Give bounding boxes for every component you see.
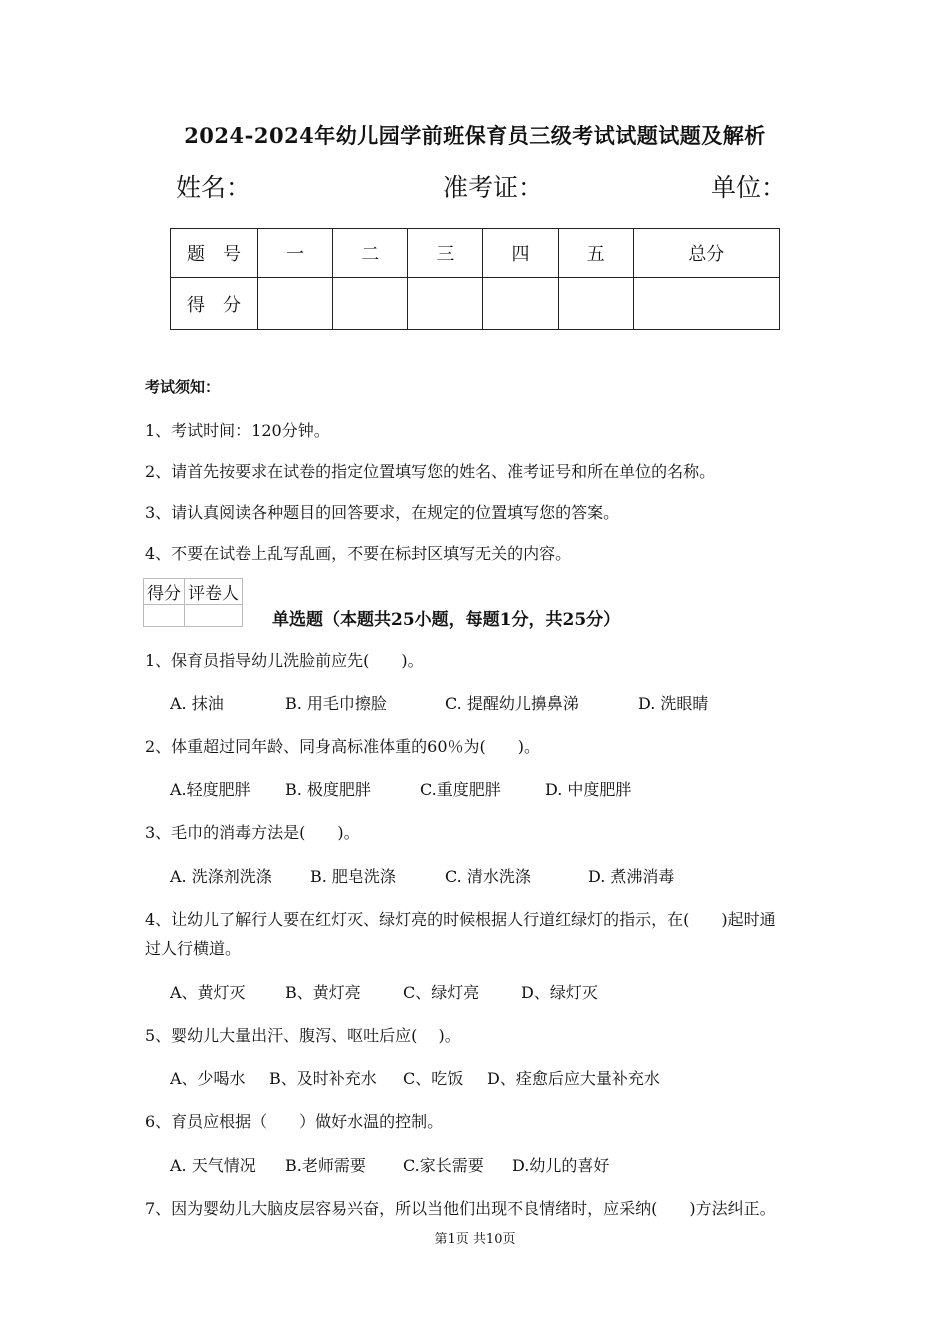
notice-heading: 考试须知：	[145, 378, 221, 396]
notice-item: 4、不要在试卷上乱写乱画，不要在标封区填写无关的内容。	[145, 544, 572, 563]
question-option[interactable]: C. 提醒幼儿擤鼻涕	[445, 694, 579, 713]
score-header-total: 总分	[633, 229, 779, 278]
grader-score-cell[interactable]	[144, 605, 185, 627]
score-cell-5[interactable]	[558, 278, 633, 330]
score-header-4: 四	[483, 229, 558, 278]
document-title: 2024-2024年幼儿园学前班保育员三级考试试题试题及解析	[184, 123, 766, 148]
question-stem: 5、婴幼儿大量出汗、腹泻、呕吐后应( )。	[145, 1026, 461, 1045]
question-option[interactable]: A、黄灯灭	[170, 983, 246, 1002]
score-row-label: 得 分	[171, 278, 258, 330]
question-option[interactable]: C、绿灯亮	[403, 983, 480, 1002]
score-header-1: 一	[258, 229, 333, 278]
section-title: 单选题（本题共25小题，每题1分，共25分）	[272, 610, 621, 630]
question-option[interactable]: A.轻度肥胖	[170, 780, 251, 799]
question-option[interactable]: B、黄灯亮	[285, 983, 361, 1002]
notice-item: 3、请认真阅读各种题目的回答要求，在规定的位置填写您的答案。	[145, 503, 620, 522]
question-option[interactable]: B、及时补充水	[269, 1069, 377, 1088]
question-option[interactable]: C.家长需要	[403, 1156, 484, 1175]
question-option[interactable]: A. 抹油	[170, 694, 224, 713]
question-stem: 1、保育员指导幼儿洗脸前应先( )。	[145, 651, 424, 670]
question-stem: 2、体重超过同年龄、同身高标准体重的60％为( )。	[145, 737, 541, 756]
score-header-3: 三	[408, 229, 483, 278]
question-stem: 4、让幼儿了解行人要在红灯灭、绿灯亮的时候根据人行道红绿灯的指示，在( )起时通	[145, 910, 776, 929]
score-cell-3[interactable]	[408, 278, 483, 330]
question-option[interactable]: B. 用毛巾擦脸	[285, 694, 387, 713]
unit-field-label: 单位：	[711, 173, 787, 202]
question-option[interactable]: A. 洗涤剂洗涤	[170, 867, 272, 886]
grader-score-label: 得分	[144, 579, 185, 605]
question-option[interactable]: D、绿灯灭	[521, 983, 598, 1002]
score-table-score-row	[171, 278, 780, 330]
question-option[interactable]: C.重度肥胖	[420, 780, 501, 799]
notice-item: 2、请首先按要求在试卷的指定位置填写您的姓名、准考证号和所在单位的名称。	[145, 462, 716, 481]
score-cell-1[interactable]	[258, 278, 333, 330]
question-option[interactable]: A. 天气情况	[170, 1156, 256, 1175]
score-table-header-row	[171, 229, 780, 278]
score-cell-2[interactable]	[333, 278, 408, 330]
question-stem-continuation: 过人行横道。	[145, 939, 242, 958]
grader-reviewer-label: 评卷人	[185, 579, 243, 605]
ticket-field-label: 准考证：	[443, 173, 544, 202]
question-option[interactable]: C、吃饭	[403, 1069, 464, 1088]
page-footer: 第1页 共10页	[434, 1232, 516, 1247]
score-header-5: 五	[558, 229, 633, 278]
question-option[interactable]: B.老师需要	[285, 1156, 366, 1175]
question-option[interactable]: B. 极度肥胖	[285, 780, 371, 799]
grader-reviewer-cell[interactable]	[185, 605, 243, 627]
score-cell-total[interactable]	[633, 278, 779, 330]
notice-item: 1、考试时间：120分钟。	[145, 421, 330, 440]
question-option[interactable]: D. 中度肥胖	[545, 780, 632, 799]
grader-table	[143, 578, 243, 627]
question-stem: 7、因为婴幼儿大脑皮层容易兴奋，所以当他们出现不良情绪时，应采纳( )方法纠正。	[145, 1199, 776, 1218]
question-option[interactable]: D、痊愈后应大量补充水	[487, 1069, 660, 1088]
question-option[interactable]: B. 肥皂洗涤	[310, 867, 396, 886]
question-option[interactable]: C. 清水洗涤	[445, 867, 531, 886]
name-field-label: 姓名：	[176, 173, 252, 202]
question-option[interactable]: D.幼儿的喜好	[512, 1156, 610, 1175]
score-header-2: 二	[333, 229, 408, 278]
question-stem: 3、毛巾的消毒方法是( )。	[145, 823, 360, 842]
score-table	[170, 228, 780, 330]
score-cell-4[interactable]	[483, 278, 558, 330]
score-header-label: 题 号	[171, 229, 258, 278]
question-stem: 6、育员应根据（ ）做好水温的控制。	[145, 1112, 444, 1131]
question-option[interactable]: D. 煮沸消毒	[588, 867, 675, 886]
question-option[interactable]: D. 洗眼睛	[638, 694, 709, 713]
question-option[interactable]: A、少喝水	[170, 1069, 246, 1088]
